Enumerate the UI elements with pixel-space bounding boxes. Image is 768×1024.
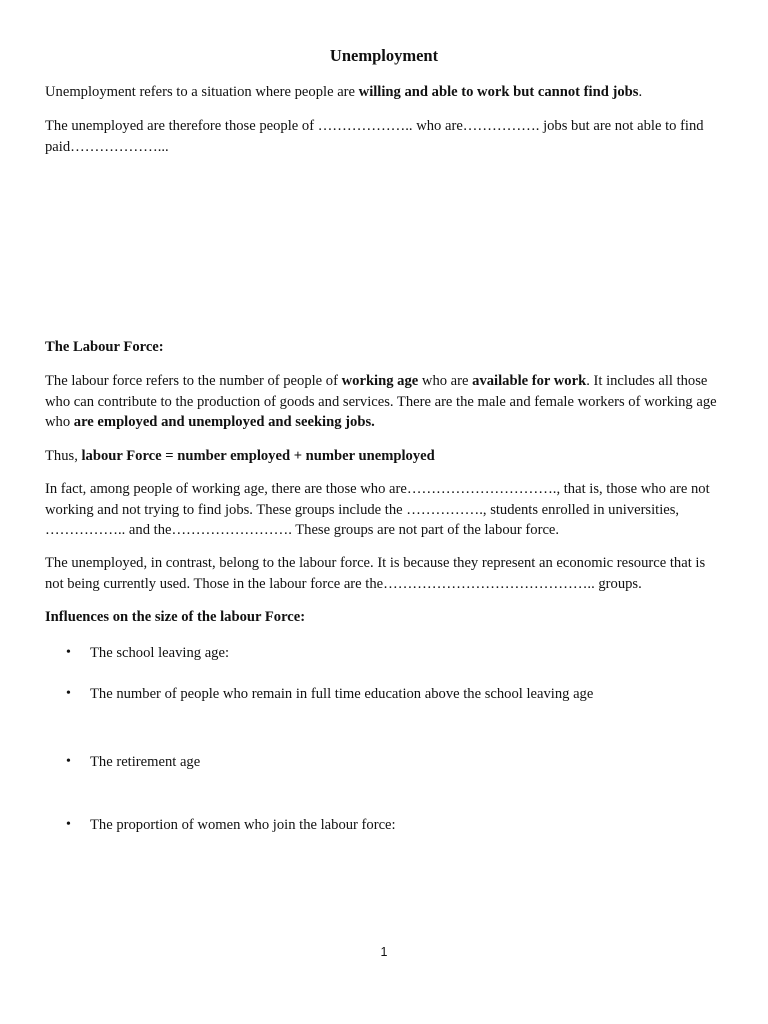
bullet-icon: •: [66, 817, 71, 832]
formula-text: labour Force = number employed + number unemployed: [81, 448, 435, 464]
list-item-text: The proportion of women who join the labour force:: [90, 817, 396, 833]
list-item-text: The number of people who remain in full time education above the school leaving age: [90, 686, 594, 702]
intro-definition-bold: willing and able to work but cannot find jobs: [358, 84, 639, 100]
bullet-icon: •: [66, 754, 71, 769]
intro-definition: [45, 82, 725, 103]
formula-prefix: Thus,: [45, 448, 82, 464]
intro-fill-in-paragraph: The unemployed are therefore those people of ……………….. who are……………. jobs but are not able to find paid………………...: [45, 118, 704, 155]
intro-definition-text: Unemployment refers to a situation where people are: [45, 84, 359, 100]
labour-force-text-a: The labour force refers to the number of people of: [45, 373, 342, 389]
unemployed-in-labour-force-paragraph: The unemployed, in contrast, belong to the labour force. It is because they represent an economic resource that is not being currently used. Those in the labour force are the…………………………………….. groups.: [45, 555, 706, 592]
labour-force-definition: [45, 371, 725, 433]
labour-force-bold-employed: are employed and unemployed and seeking jobs.: [73, 414, 375, 430]
list-item-text: The school leaving age:: [90, 645, 229, 661]
labour-force-bold-working-age: working age: [341, 373, 419, 389]
bullet-icon: •: [66, 645, 71, 660]
labour-force-bold-available: available for work: [472, 373, 587, 389]
labour-force-heading: The Labour Force:: [45, 339, 164, 355]
labour-force-formula: [45, 446, 725, 467]
influences-heading: Influences on the size of the labour Force:: [45, 609, 306, 625]
not-in-labour-force-paragraph: In fact, among people of working age, there are those who are…………………………., that is, those who are not working and not trying to find jobs. These groups include the ……………., students enrolled in universities, …………….. and the……………………. These groups are not part of the labour force.: [45, 481, 710, 538]
page-title: Unemployment: [329, 46, 439, 65]
labour-force-text-c: who are: [418, 373, 473, 389]
list-item-text: The retirement age: [90, 754, 201, 770]
intro-definition-end: .: [638, 84, 643, 100]
bullet-icon: •: [66, 686, 71, 701]
page-number: 1: [380, 945, 388, 959]
labour-force-text-e: . It includes all those who can contribute to the production of goods and services. There are the male and female workers of working age who: [45, 373, 717, 430]
